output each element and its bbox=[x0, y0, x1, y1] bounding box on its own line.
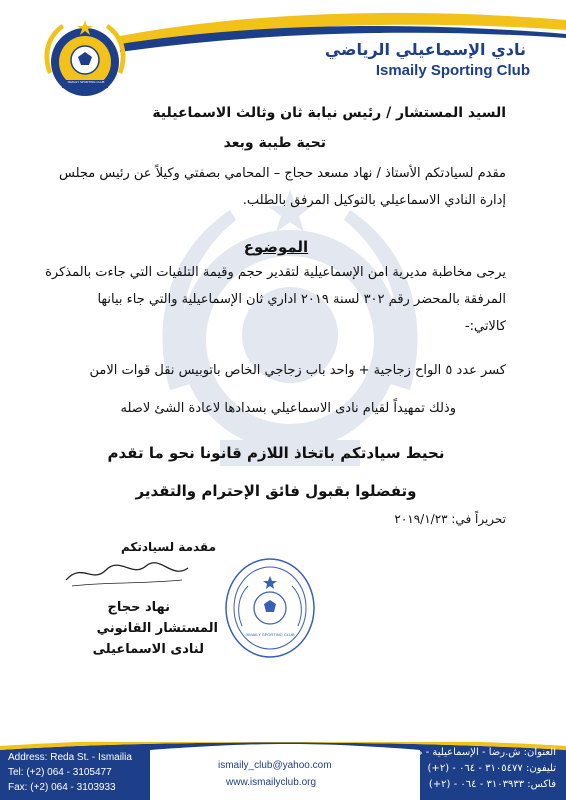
closing-line-2: وتفضلوا بقبول فائق الإحترام والتقدير bbox=[135, 482, 417, 500]
addressee: السيد المستشار / رئيس نيابة ثان وثالث الاسماعيلية bbox=[152, 105, 506, 121]
footer-website[interactable]: www.ismailyclub.org bbox=[226, 777, 317, 788]
logo-text: ISMAILY SPORTING CLUB bbox=[67, 80, 105, 84]
signer-title-1: المستشار القانوني bbox=[96, 621, 218, 636]
club-stamp bbox=[222, 556, 318, 660]
submitter-label: مقدمة لسيادتكم bbox=[120, 540, 216, 554]
body-line-2: المرفقة بالمحضر رقم ٣٠٢ لسنة ٢٠١٩ اداري ثان الإسماعيلية والتي جاء بيانها bbox=[97, 292, 506, 307]
body-line-3: كالاتي:- bbox=[464, 319, 506, 334]
body-line-1: يرجى مخاطبة مديرية امن الإسماعيلية لتقدير حجم وقيمة التلفيات التي جاءت بالمذكرة bbox=[45, 265, 506, 280]
watermark-emblem bbox=[150, 170, 430, 530]
club-name-english: Ismaily Sporting Club bbox=[375, 62, 530, 79]
signer-name: نهاد حجاج bbox=[107, 600, 170, 615]
footer-tel-en: Tel: (+2) 064 - 3105477 bbox=[8, 767, 112, 778]
date: تحريراً في: ٢٠١٩/١/٢٣ bbox=[394, 512, 506, 526]
footer-tel-ar: تليفون: ٣١٠٥٤٧٧ - ٠٦٤ - (٢+) bbox=[427, 763, 556, 774]
signer-title-2: لنادى الاسماعيلى bbox=[92, 642, 204, 657]
club-name-arabic: نادي الإسماعيلي الرياضي bbox=[324, 40, 526, 59]
footer-address-en: Address: Reda St. - Ismailia bbox=[8, 752, 132, 763]
subject-heading: الموضوع bbox=[243, 238, 309, 256]
greeting: تحية طيبة وبعد bbox=[223, 135, 326, 151]
footer-email[interactable]: ismaily_club@yahoo.com bbox=[218, 760, 332, 771]
club-logo bbox=[38, 14, 132, 108]
handwritten-signature bbox=[62, 558, 192, 588]
stamp-text: ISMAILY SPORTING CLUB bbox=[245, 632, 295, 637]
note-line: وذلك تمهيداً لقيام نادى الاسماعيلي بسدادها لاعادة الشئ لاصله bbox=[120, 401, 456, 416]
intro-line-2: إدارة النادي الاسماعيلي بالتوكيل المرفق بالطلب. bbox=[242, 193, 506, 208]
closing-line-1: نحيط سيادتكم باتخاذ اللازم قانونا نحو ما تقدم bbox=[107, 444, 445, 462]
footer-address-ar: العنوان: ش.رضا - الإسماعيلية - ص.ب ٦٨ bbox=[383, 747, 556, 758]
footer-fax-en: Fax: (+2) 064 - 3103933 bbox=[8, 782, 116, 793]
intro-line-1: مقدم لسيادتكم الأستاذ / نهاد مسعد حجاج – المحامي بصفتي وكيلاً عن رئيس مجلس bbox=[59, 166, 506, 181]
damage-line: كسر عدد ٥ الواح زجاجية + واحد باب زجاجي الخاص باتوبيس نقل قوات الامن bbox=[89, 363, 506, 378]
footer-fax-ar: فاكس: ٣١٠٣٩٣٣ - ٠٦٤ - (٢+) bbox=[428, 779, 556, 790]
